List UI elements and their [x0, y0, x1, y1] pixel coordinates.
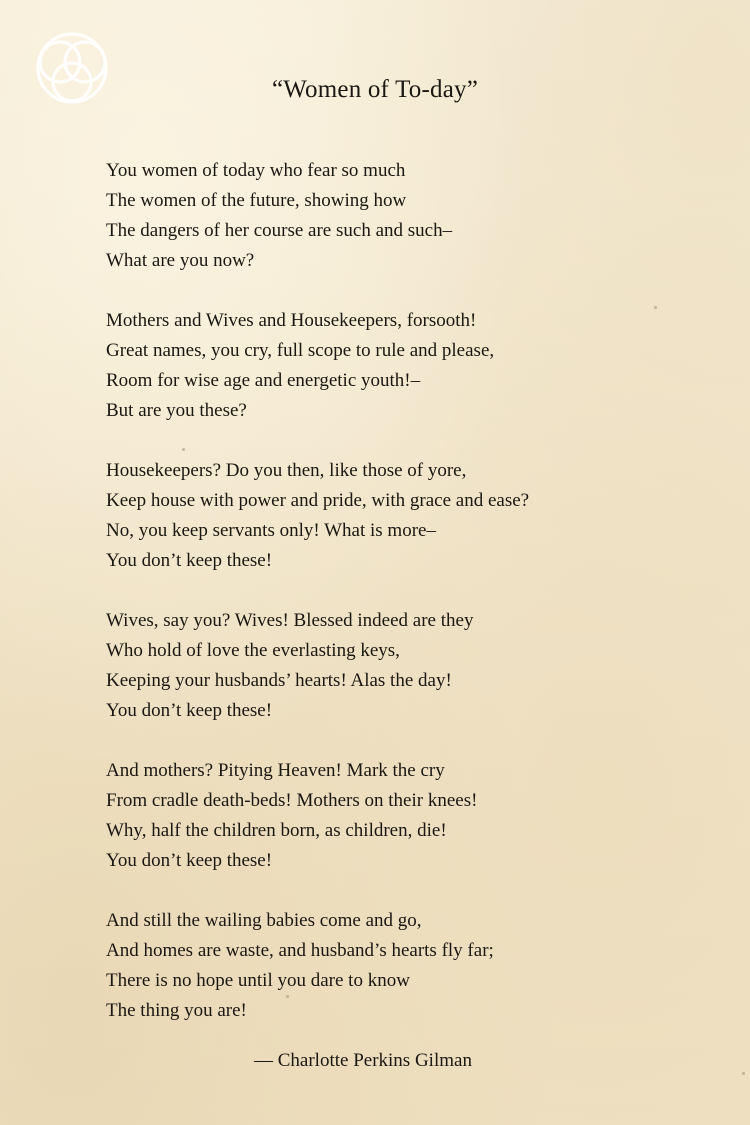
- poem-line: Keep house with power and pride, with grace and ease?: [106, 490, 530, 511]
- stanza-1: [106, 156, 706, 276]
- paper-speck: [182, 448, 185, 451]
- paper-speck: [654, 306, 657, 309]
- poem-line: Why, half the children born, as children, die!: [106, 820, 447, 841]
- stanza-4: [106, 606, 706, 726]
- stanza-6: [106, 906, 706, 1026]
- poem-line: The thing you are!: [106, 1000, 247, 1021]
- poem-line: You don’t keep these!: [106, 550, 273, 571]
- poem-line: You women of today who fear so much: [106, 160, 406, 181]
- poem-body: [106, 156, 706, 1056]
- poem-line: Keeping your husbands’ hearts! Alas the day!: [106, 670, 452, 691]
- poem-line: No, you keep servants only! What is more–: [106, 520, 436, 541]
- poem-line: Housekeepers? Do you then, like those of yore,: [106, 460, 467, 481]
- poem-line: And mothers? Pitying Heaven! Mark the cry: [106, 760, 445, 781]
- paper-speck: [286, 995, 289, 998]
- poem-line: What are you now?: [106, 250, 255, 271]
- stanza-5: [106, 756, 706, 876]
- poem-line: Room for wise age and energetic youth!–: [106, 370, 421, 391]
- poem-line: The women of the future, showing how: [106, 190, 407, 211]
- poem-line: The dangers of her course are such and such–: [106, 220, 453, 241]
- poem-line: Wives, say you? Wives! Blessed indeed are they: [106, 610, 474, 631]
- poem-line: You don’t keep these!: [106, 850, 273, 871]
- poem-line: There is no hope until you dare to know: [106, 970, 410, 991]
- poem-line: And homes are waste, and husband’s hearts fly far;: [106, 940, 494, 961]
- paper-speck: [742, 1072, 745, 1075]
- stanza-3: [106, 456, 706, 576]
- poem-author: — Charlotte Perkins Gilman: [254, 1050, 472, 1071]
- poem-line: Great names, you cry, full scope to rule and please,: [106, 340, 495, 361]
- poem-line: But are you these?: [106, 400, 247, 421]
- poem-line: You don’t keep these!: [106, 700, 273, 721]
- poem-line: Who hold of love the everlasting keys,: [106, 640, 400, 661]
- poem-line: From cradle death-beds! Mothers on their knees!: [106, 790, 478, 811]
- poem-line: And still the wailing babies come and go,: [106, 910, 422, 931]
- stanza-2: [106, 306, 706, 426]
- poem-line: Mothers and Wives and Housekeepers, forsooth!: [106, 310, 477, 331]
- poem-title: “Women of To-day”: [271, 76, 479, 103]
